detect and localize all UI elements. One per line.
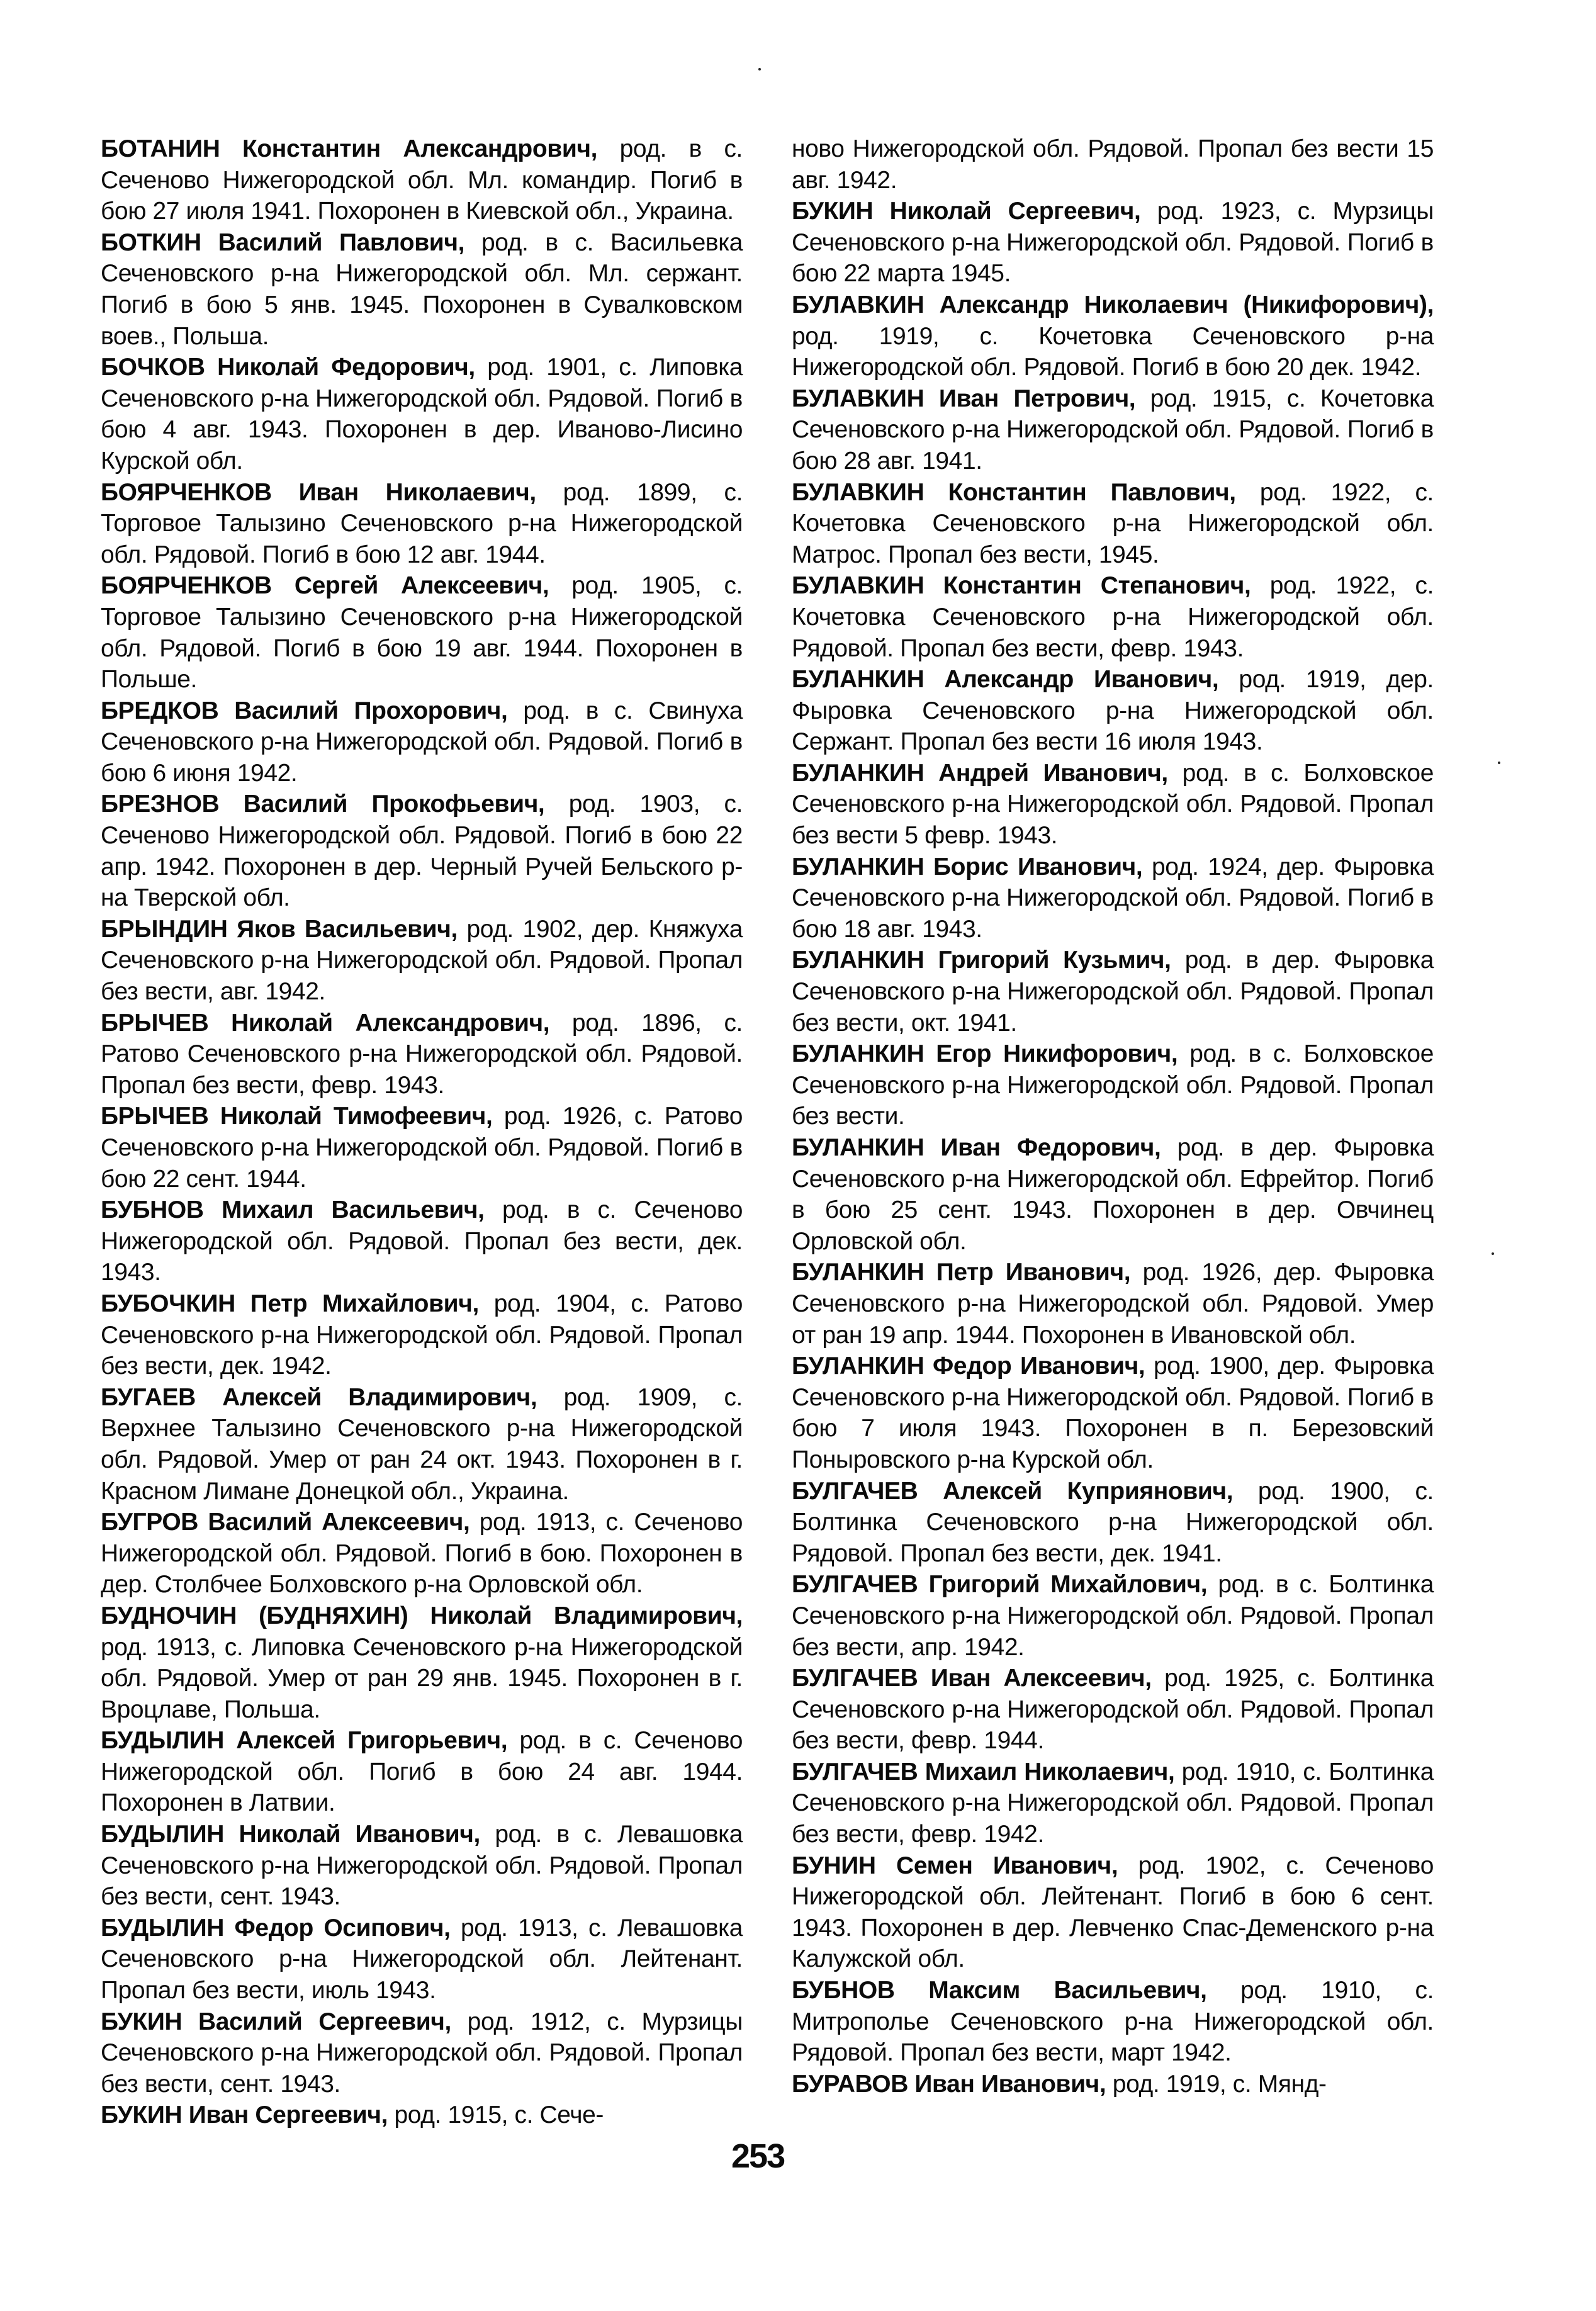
person-name: БУКИН Иван Сергеевич, xyxy=(101,2101,388,2129)
person-name: БУЛАНКИН Петр Иванович, xyxy=(792,1259,1131,1286)
person-name: БУЛГАЧЕВ Михаил Николаевич, xyxy=(792,1758,1175,1785)
person-name: БУЛАНКИН Иван Федорович, xyxy=(792,1134,1161,1161)
person-name: БРЕЗНОВ Василий Прокофьевич, xyxy=(101,790,545,818)
biography-entry xyxy=(792,290,1434,383)
entry-details: род. 1900, дер. Фыровка Сеченовского р-на Нижегородской обл. Рядовой. Погиб в бою 7 июля 1943. Похоронен в п. Березовский Поныровского р-на Курской обл. xyxy=(792,1352,1434,1473)
entry-details: род. 1915, с. Кочетовка Сеченовского р-на Нижегородской обл. Рядовой. Погиб в бою 28 авг. 1941. xyxy=(792,385,1434,475)
biography-entry xyxy=(101,914,743,1008)
biography-entry xyxy=(792,945,1434,1038)
entry-details: род. в с. Болховское Сеченовского р-на Нижегородской обл. Рядовой. Пропал без вести. xyxy=(792,1040,1434,1130)
person-name: БОЯРЧЕНКОВ Сергей Алексеевич, xyxy=(101,572,549,600)
entry-details: ново Нижегородской обл. Рядовой. Пропал без вести 15 авг. 1942. xyxy=(792,135,1434,194)
biography-entry xyxy=(101,1008,743,1101)
entry-details: род. 1925, с. Болтинка Сеченовского р-на Нижегородской обл. Рядовой. Пропал без вести, февр. 1944. xyxy=(792,1665,1434,1755)
person-name: БУНИН Семен Иванович, xyxy=(792,1852,1118,1879)
entry-details: род. 1919, с. Мянд- xyxy=(1106,2070,1327,2098)
person-name: БРЫЧЕВ Николай Александрович, xyxy=(101,1009,550,1037)
entry-details: род. в с. Болтинка Сеченовского р-на Нижегородской обл. Рядовой. Пропал без вести, апр. 1942. xyxy=(792,1571,1434,1661)
entry-details: род. 1912, с. Мурзицы Сеченовского р-на Нижегородской обл. Рядовой. Пропал без вести, сент. 1943. xyxy=(101,2008,743,2098)
entry-details: род. 1926, дер. Фыровка Сеченовского р-на Нижегородской обл. Рядовой. Умер от ран 19 апр. 1944. Похоронен в Ивановской обл. xyxy=(792,1259,1434,1349)
biography-entry xyxy=(101,133,743,227)
person-name: БУЛГАЧЕВ Иван Алексеевич, xyxy=(792,1665,1152,1692)
entry-details: род. в с. Левашовка Сеченовского р-на Нижегородской обл. Рядовой. Пропал без вести, сент. 1943. xyxy=(101,1821,743,1911)
biography-entry xyxy=(101,695,743,789)
biography-entry xyxy=(101,352,743,476)
person-name: БУЛГАЧЕВ Григорий Михайлович, xyxy=(792,1571,1208,1599)
biography-entry xyxy=(101,1101,743,1195)
biography-entry xyxy=(792,1038,1434,1132)
person-name: БРЫНДИН Яков Васильевич, xyxy=(101,915,458,943)
biography-entry xyxy=(792,1975,1434,2069)
biography-entry xyxy=(792,196,1434,290)
person-name: БУЛАВКИН Константин Степанович, xyxy=(792,572,1251,600)
person-name: БУЛАВКИН Константин Павлович, xyxy=(792,478,1236,506)
person-name: БУЛАВКИН Александр Николаевич (Никифорович), xyxy=(792,291,1434,318)
biography-entry xyxy=(101,1195,743,1288)
biography-entry xyxy=(792,383,1434,477)
entry-details: род. 1896, с. Ратово Сеченовского р-на Нижегородской обл. Рядовой. Пропал без вести, февр. 1943. xyxy=(101,1009,743,1099)
entry-details: род. 1904, с. Ратово Сеченовского р-на Нижегородской обл. Рядовой. Пропал без вести, дек. 1942. xyxy=(101,1290,743,1380)
entry-details: род. в дер. Фыровка Сеченовского р-на Нижегородской обл. Ефрейтор. Погиб в бою 25 сент. 1943. Похоронен в дер. Овчинец Орловской обл. xyxy=(792,1134,1434,1255)
biography-entry xyxy=(792,1850,1434,1975)
page-number: 253 xyxy=(731,2137,785,2175)
person-name: БУКИН Василий Сергеевич, xyxy=(101,2008,451,2035)
biography-entry xyxy=(792,133,1434,196)
biography-entry xyxy=(101,570,743,695)
entry-details: род. 1926, с. Ратово Сеченовского р-на Нижегородской обл. Рядовой. Погиб в бою 22 сент. 1944. xyxy=(101,1103,743,1193)
scan-speck xyxy=(758,68,761,70)
biography-entry xyxy=(792,1351,1434,1475)
biography-entry xyxy=(101,1600,743,1725)
biography-entry xyxy=(101,1913,743,2006)
person-name: БУРАВОВ Иван Иванович, xyxy=(792,2070,1106,2098)
person-name: БУЛАНКИН Егор Никифорович, xyxy=(792,1040,1178,1068)
biography-entry xyxy=(792,664,1434,758)
biography-entry xyxy=(792,1257,1434,1351)
scan-speck xyxy=(1492,1252,1494,1255)
person-name: БОТАНИН Константин Александрович, xyxy=(101,135,598,162)
entry-details: род. 1913, с. Левашовка Сеченовского р-на Нижегородской обл. Лейтенант. Пропал без вести, июль 1943. xyxy=(101,1914,743,2005)
entry-details: род. в дер. Фыровка Сеченовского р-на Нижегородской обл. Рядовой. Пропал без вести, окт. 1941. xyxy=(792,947,1434,1037)
entry-details: род. 1922, с. Кочетовка Сеченовского р-на Нижегородской обл. Матрос. Пропал без вести, 1945. xyxy=(792,478,1434,568)
person-name: БУДЫЛИН Николай Иванович, xyxy=(101,1821,480,1848)
person-name: БОЯРЧЕНКОВ Иван Николаевич, xyxy=(101,478,536,506)
entry-details: род. в с. Сеченово Нижегородской обл. Рядовой. Пропал без вести, дек. 1943. xyxy=(101,1196,743,1286)
entry-details: род. 1903, с. Сеченово Нижегородской обл. Рядовой. Погиб в бою 22 апр. 1942. Похоронен в дер. Черный Ручей Бельского р-на Тверской обл. xyxy=(101,790,743,912)
biography-entry xyxy=(792,1476,1434,1570)
biography-entry xyxy=(792,2069,1434,2100)
person-name: БУБОЧКИН Петр Михайлович, xyxy=(101,1290,479,1317)
person-name: БУЛАВКИН Иван Петрович, xyxy=(792,385,1136,412)
entry-details: род. 1923, с. Мурзицы Сеченовского р-на Нижегородской обл. Рядовой. Погиб в бою 22 марта 1945. xyxy=(792,198,1434,288)
person-name: БУГАЕВ Алексей Владимирович, xyxy=(101,1383,537,1411)
biography-entry xyxy=(792,1757,1434,1850)
biography-entry xyxy=(101,1507,743,1600)
biography-entry xyxy=(101,1819,743,1913)
entry-details: род. 1913, с. Липовка Сеченовского р-на Нижегородской обл. Рядовой. Умер от ран 29 янв. 1945. Похоронен в г. Вроцлаве, Польша. xyxy=(101,1633,743,1723)
person-name: БУБНОВ Михаил Васильевич, xyxy=(101,1196,485,1224)
biography-entry xyxy=(101,1382,743,1507)
person-name: БУДЫЛИН Алексей Григорьевич, xyxy=(101,1727,508,1755)
biography-entry xyxy=(101,227,743,352)
entry-details: род. 1909, с. Верхнее Талызино Сеченовского р-на Нижегородской обл. Рядовой. Умер от ран 24 окт. 1943. Похоронен в г. Красном Лимане Донецкой обл., Украина. xyxy=(101,1383,743,1505)
entry-details: род. 1902, дер. Княжуха Сеченовского р-на Нижегородской обл. Рядовой. Пропал без вести, авг. 1942. xyxy=(101,915,743,1006)
person-name: БУБНОВ Максим Васильевич, xyxy=(792,1977,1207,2005)
biography-entry xyxy=(792,1569,1434,1663)
biography-entry xyxy=(792,852,1434,945)
biography-entry xyxy=(101,2100,743,2131)
person-name: БУГРОВ Василий Алексеевич, xyxy=(101,1509,470,1536)
person-name: БУЛАНКИН Борис Иванович, xyxy=(792,853,1143,880)
person-name: БРЫЧЕВ Николай Тимофеевич, xyxy=(101,1103,493,1130)
person-name: БУЛАНКИН Александр Иванович, xyxy=(792,666,1219,694)
biography-entry xyxy=(101,1725,743,1819)
scan-speck xyxy=(1498,762,1500,764)
biography-entry xyxy=(101,1288,743,1382)
entry-details: род. 1913, с. Сеченово Нижегородской обл. Рядовой. Погиб в бою. Похоронен в дер. Столбчее Болховского р-на Орловской обл. xyxy=(101,1509,743,1599)
entry-details: род. 1919, с. Кочетовка Сеченовского р-на Нижегородской обл. Рядовой. Погиб в бою 20 дек. 1942. xyxy=(792,322,1434,381)
person-name: БУДНОЧИН (БУДНЯХИН) Николай Владимирович, xyxy=(101,1602,743,1629)
left-column xyxy=(101,133,743,2131)
person-name: БУДЫЛИН Федор Осипович, xyxy=(101,1914,451,1942)
entry-details: род. в с. Болховское Сеченовского р-на Нижегородской обл. Рядовой. Пропал без вести 5 февр. 1943. xyxy=(792,759,1434,850)
biography-entry xyxy=(792,570,1434,664)
person-name: БОТКИН Василий Павлович, xyxy=(101,228,465,256)
entry-details: род. 1910, с. Болтинка Сеченовского р-на Нижегородской обл. Рядовой. Пропал без вести, февр. 1942. xyxy=(792,1758,1434,1848)
entry-details: род. 1919, дер. Фыровка Сеченовского р-на Нижегородской обл. Сержант. Пропал без вести 16 июля 1943. xyxy=(792,666,1434,756)
person-name: БУЛАНКИН Андрей Иванович, xyxy=(792,759,1168,787)
person-name: БУЛАНКИН Федор Иванович, xyxy=(792,1352,1145,1380)
entry-details: род. 1900, с. Болтинка Сеченовского р-на Нижегородской обл. Рядовой. Пропал без вести, дек. 1941. xyxy=(792,1477,1434,1567)
entry-details: род. 1899, с. Торговое Талызино Сеченовского р-на Нижегородской обл. Рядовой. Погиб в бою 12 авг. 1944. xyxy=(101,478,743,568)
biography-entry xyxy=(101,789,743,913)
person-name: БУКИН Николай Сергеевич, xyxy=(792,198,1141,225)
person-name: БОЧКОВ Николай Федорович, xyxy=(101,354,475,381)
entry-details: род. 1915, с. Сече- xyxy=(388,2101,604,2129)
entry-details: род. в с. Васильевка Сеченовского р-на Нижегородской обл. Мл. сержант. Погиб в бою 5 янв. 1945. Похоронен в Сувалковском воев., Польша. xyxy=(101,228,743,350)
person-name: БУЛАНКИН Григорий Кузьмич, xyxy=(792,947,1171,974)
entry-details: род. 1901, с. Липовка Сеченовского р-на Нижегородской обл. Рядовой. Погиб в бою 4 авг. 1943. Похоронен в дер. Иваново-Лисино Курской обл. xyxy=(101,354,743,475)
biography-entry xyxy=(101,2006,743,2100)
entry-details: род. 1922, с. Кочетовка Сеченовского р-на Нижегородской обл. Рядовой. Пропал без вести, февр. 1943. xyxy=(792,572,1434,662)
entry-details: род. в с. Сеченово Нижегородской обл. Погиб в бою 24 авг. 1944. Похоронен в Латвии. xyxy=(101,1727,743,1817)
entry-details: род. в с. Свинуха Сеченовского р-на Нижегородской обл. Рядовой. Погиб в бою 6 июня 1942. xyxy=(101,697,743,787)
biography-entry xyxy=(792,758,1434,852)
person-name: БРЕДКОВ Василий Прохорович, xyxy=(101,697,508,724)
biography-entry xyxy=(792,1132,1434,1257)
entry-details: род. в с. Сеченово Нижегородской обл. Мл. командир. Погиб в бою 27 июля 1941. Похоронен в Киевской обл., Украина. xyxy=(101,135,743,225)
person-name: БУЛГАЧЕВ Алексей Куприянович, xyxy=(792,1477,1234,1505)
biography-entry xyxy=(101,477,743,571)
biography-entry xyxy=(792,1663,1434,1757)
entry-details: род. 1902, с. Сеченово Нижегородской обл. Лейтенант. Погиб в бою 6 сент. 1943. Похоронен в дер. Левченко Спас-Деменского р-на Калужской обл. xyxy=(792,1852,1434,1973)
entry-details: род. 1905, с. Торговое Талызино Сеченовского р-на Нижегородской обл. Рядовой. Погиб в бою 19 авг. 1944. Похоронен в Польше. xyxy=(101,572,743,694)
entry-details: род. 1924, дер. Фыровка Сеченовского р-на Нижегородской обл. Рядовой. Погиб в бою 18 авг. 1943. xyxy=(792,853,1434,943)
biography-entry xyxy=(792,477,1434,571)
entry-details: род. 1910, с. Митрополье Сеченовского р-на Нижегородской обл. Рядовой. Пропал без вести, март 1942. xyxy=(792,1977,1434,2067)
right-column xyxy=(792,133,1434,2100)
